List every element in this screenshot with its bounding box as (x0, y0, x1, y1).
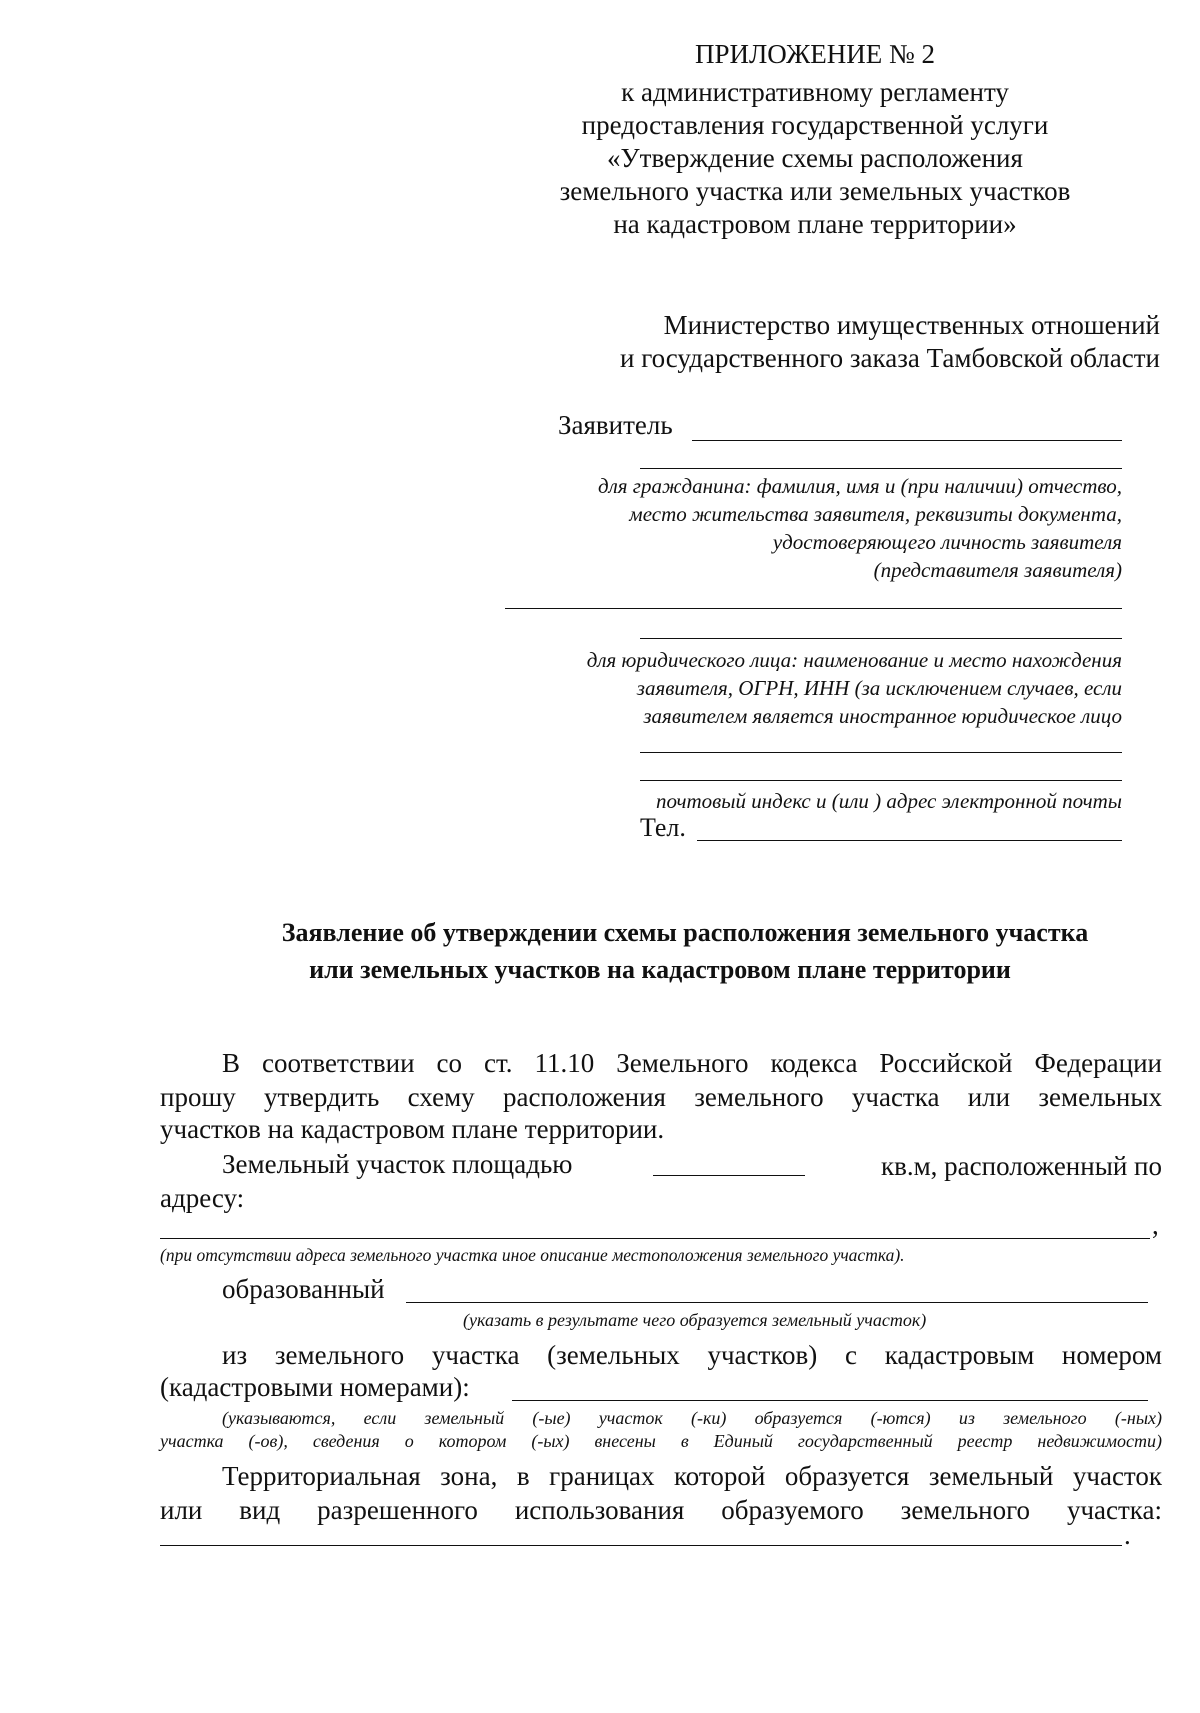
postal-field-1[interactable] (640, 752, 1122, 753)
header-line-3: «Утверждение схемы расположения (607, 143, 1023, 173)
citizen-hint-line-2: место жительства заявителя, реквизиты документа, (629, 502, 1122, 526)
address-hint: (при отсутствии адреса земельного участка иное описание местоположения земельного участка). (160, 1245, 905, 1265)
addressee-line-1: Министерство имущественных отношений (663, 310, 1160, 340)
zone-line-1: Территориальная зона, в границах которой образуется земельный участок (222, 1461, 1162, 1491)
document-title (220, 914, 1150, 988)
cadastral-hint-2: участка (-ов), сведения о котором (-ых) внесены в Единый государственный реестр недвижимости) (160, 1431, 1162, 1451)
cadastral-line-2: (кадастровыми номерами): (160, 1372, 470, 1402)
legal-entity-hint (420, 646, 1122, 730)
phone-field[interactable] (697, 840, 1122, 841)
postal-hint: почтовый индекс и (или ) адрес электронной почты (656, 789, 1122, 813)
header-line-1: к административному регламенту (621, 77, 1009, 107)
legal-hint-line-2: заявителя, ОГРН, ИНН (за исключением случаев, если (636, 676, 1122, 700)
title-line-2: или земельных участков на кадастровом плане территории (309, 955, 1011, 984)
addressee-block (480, 309, 1160, 375)
applicant-line-2-field[interactable] (640, 468, 1122, 469)
appendix-number: ПРИЛОЖЕНИЕ № 2 (694, 39, 936, 69)
cadastral-line-1: из земельного участка (земельных участков) с кадастровым номером (222, 1340, 1162, 1370)
citizen-hint-line-4: (представителя заявителя) (873, 558, 1122, 582)
zone-period: . (1124, 1520, 1131, 1550)
legal-hint-line-3: заявителем является иностранное юридическое лицо (643, 704, 1122, 728)
address-field[interactable] (160, 1238, 1150, 1239)
citizen-hint (420, 472, 1122, 584)
body-p1-line-2: прошу утвердить схему расположения земельного участка или земельных (160, 1082, 1162, 1112)
header-line-4: земельного участка или земельных участков (559, 176, 1071, 206)
addressee-line-2: и государственного заказа Тамбовской области (620, 343, 1160, 373)
body-p1-line-1: В соответствии со ст. 11.10 Земельного кодекса Российской Федерации (222, 1048, 1162, 1078)
zone-field[interactable] (160, 1545, 1122, 1546)
citizen-hint-line-1: для гражданина: фамилия, имя и (при наличии) отчество, (598, 474, 1122, 498)
area-label-2: кв.м, расположенный по (880, 1151, 1162, 1181)
area-field[interactable] (653, 1175, 805, 1176)
address-label: адресу: (160, 1183, 245, 1213)
legal-hint-line-1: для юридического лица: наименование и место нахождения (586, 648, 1122, 672)
legal-entity-field-1[interactable] (505, 608, 1122, 609)
body-p1-line-3: участков на кадастровом плане территории. (160, 1114, 665, 1144)
appendix-header (555, 38, 1075, 241)
formed-hint: (указать в результате чего образуется земельный участок) (463, 1310, 927, 1330)
formed-field[interactable] (406, 1302, 1148, 1303)
cadastral-number-field[interactable] (512, 1400, 1148, 1401)
phone-label: Тел. (640, 813, 686, 842)
cadastral-hint-1: (указываются, если земельный (-ые) участок (-ки) образуется (-ются) из земельного (-ных) (222, 1408, 1162, 1428)
header-line-5: на кадастровом плане территории» (613, 209, 1017, 239)
zone-line-2: или вид разрешенного использования образуемого земельного участка: (160, 1495, 1162, 1525)
citizen-hint-line-3: удостоверяющего личность заявителя (772, 530, 1122, 554)
legal-entity-field-2[interactable] (640, 638, 1122, 639)
header-line-2: предоставления государственной услуги (581, 110, 1049, 140)
formed-label: образованный (222, 1274, 385, 1304)
area-label: Земельный участок площадью (222, 1149, 573, 1179)
applicant-label: Заявитель (558, 410, 673, 440)
address-comma: , (1152, 1210, 1159, 1240)
title-line-1: Заявление об утверждении схемы расположения земельного участка (281, 918, 1089, 947)
postal-field-2[interactable] (640, 780, 1122, 781)
applicant-name-field[interactable] (692, 440, 1122, 441)
